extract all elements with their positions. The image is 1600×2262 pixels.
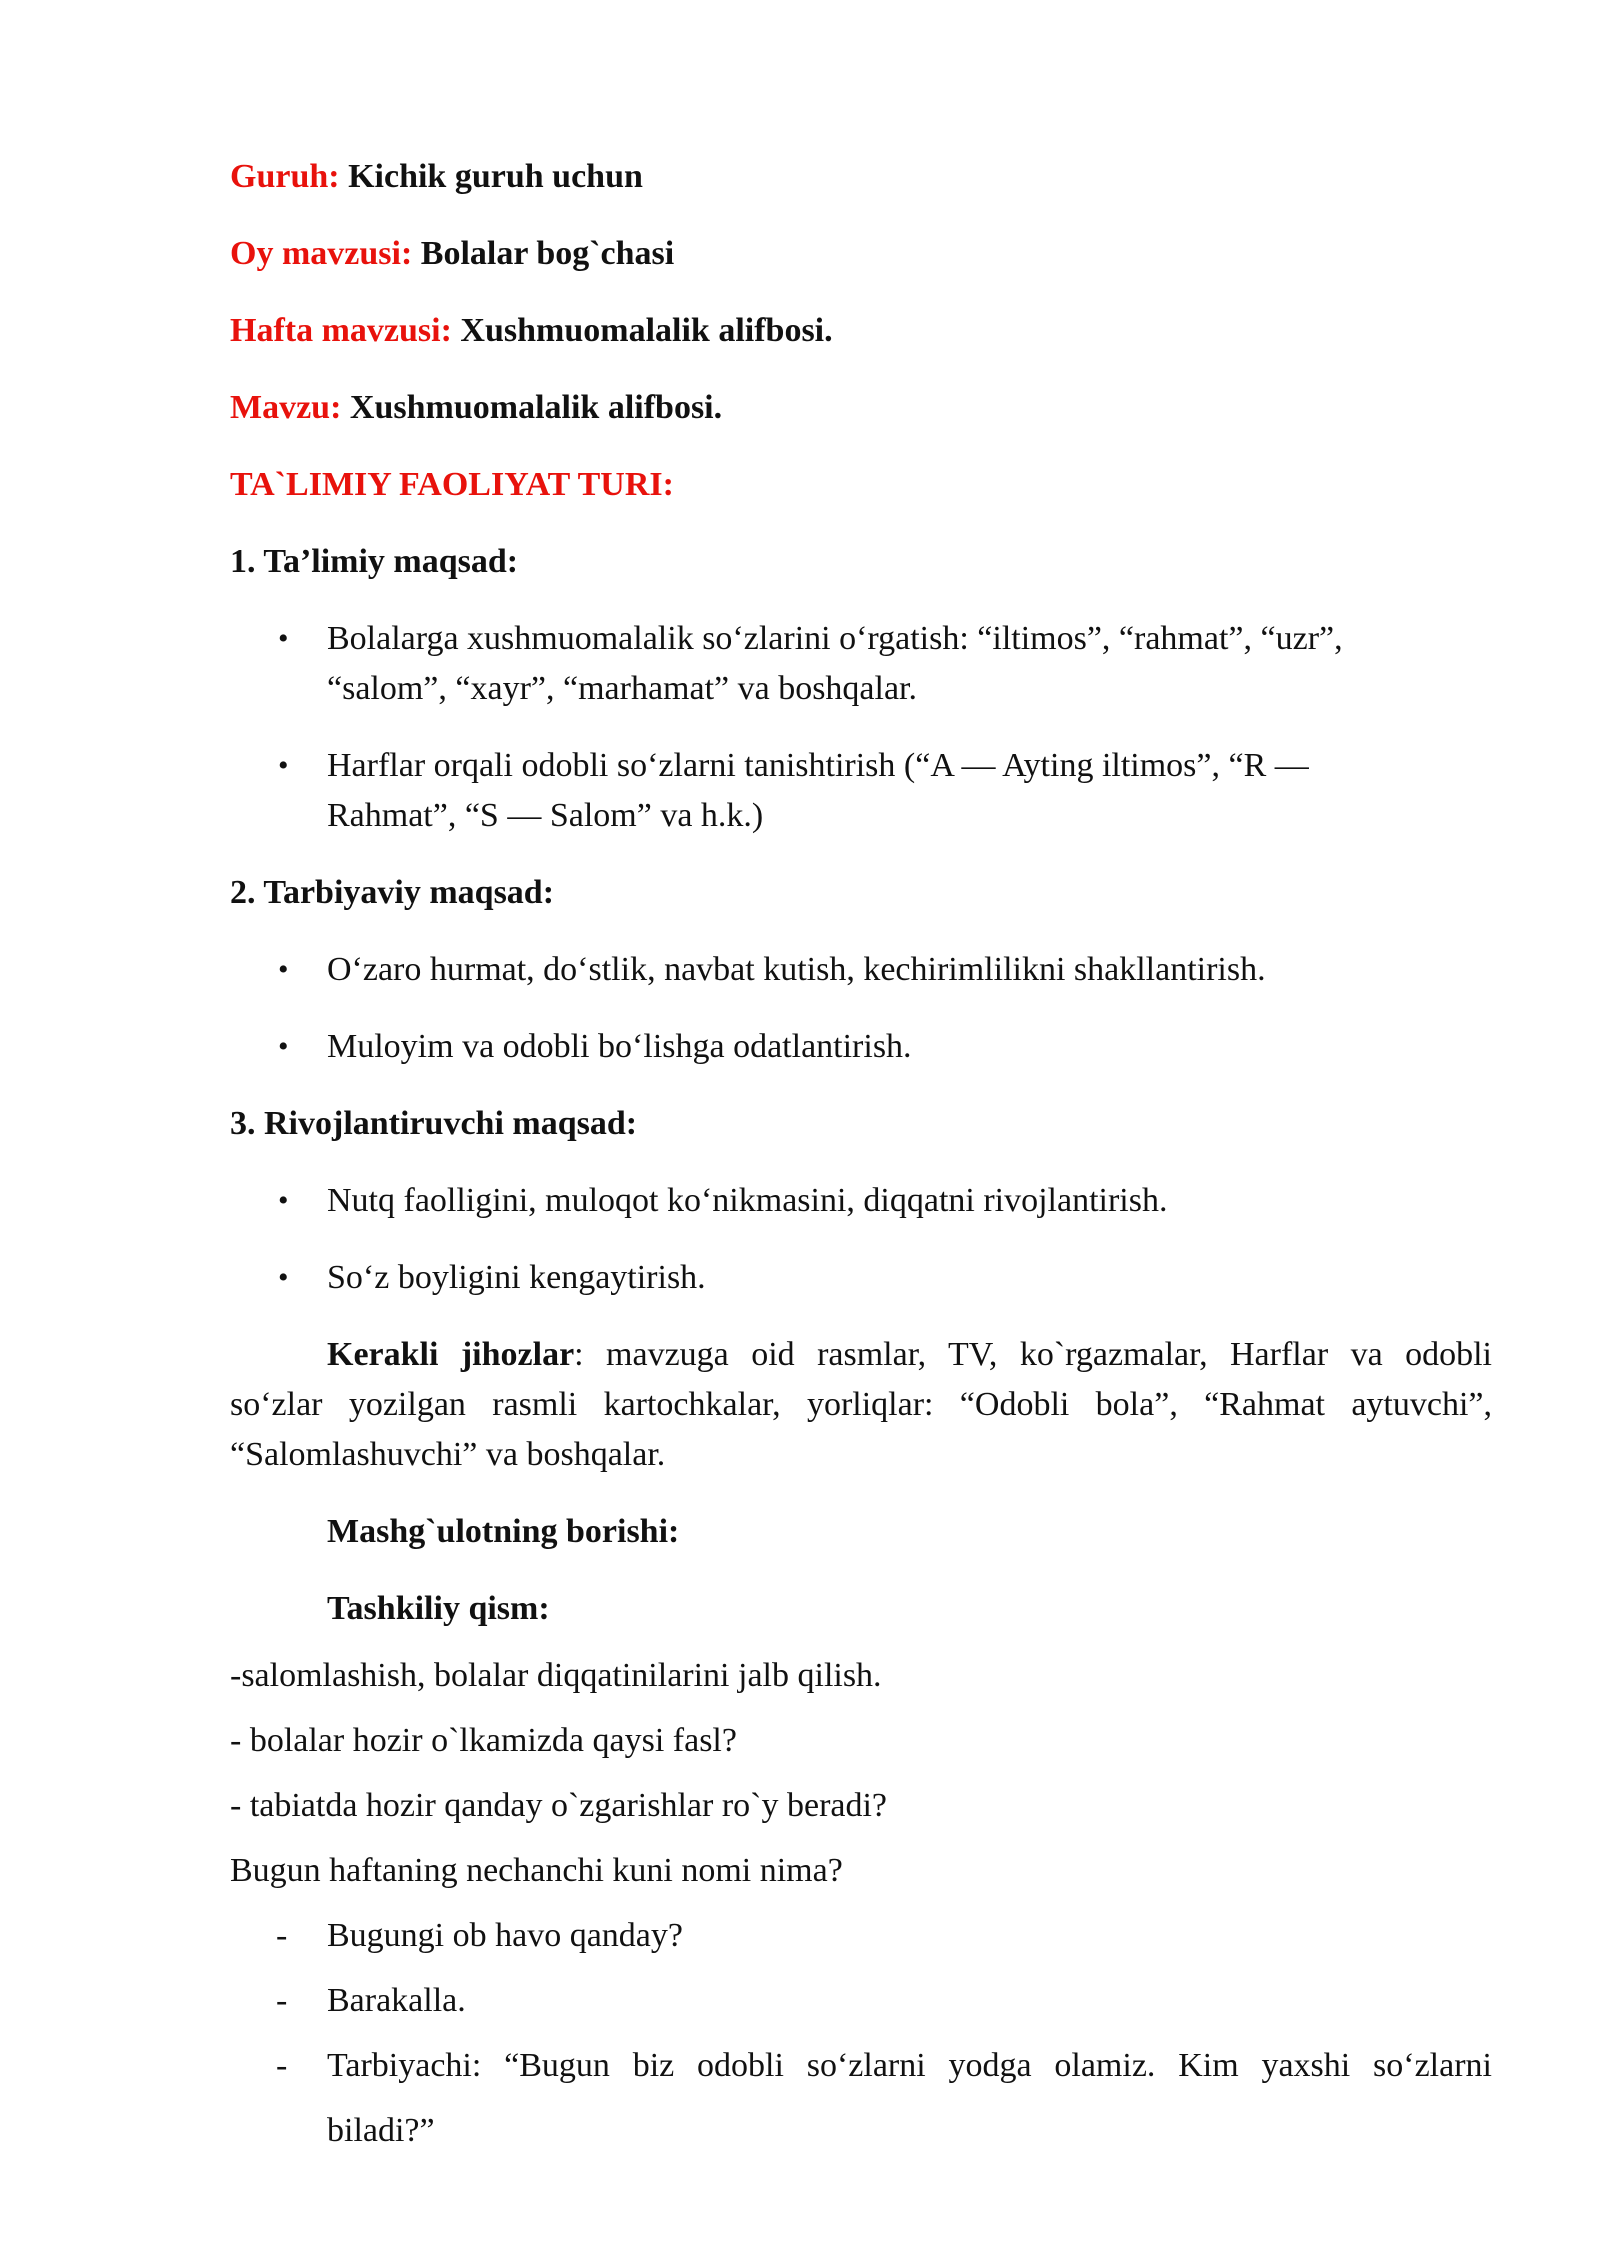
oy-mavzusi-value: Bolalar bog`chasi xyxy=(420,235,675,272)
mavzu-label: Mavzu: xyxy=(230,389,342,426)
dash-item-line: Tarbiyachi: “Bugun biz odobli so‘zlarni yodga olamiz. Kim yaxshi so‘zlarni xyxy=(327,2047,1492,2084)
list-item-line: Rahmat”, “S — Salom” va h.k.) xyxy=(327,797,764,834)
bullet-icon: • xyxy=(278,1030,289,1063)
jihozlar-line: “Salomlashuvchi” va boshqalar. xyxy=(230,1436,666,1473)
bullet-icon: • xyxy=(278,953,289,986)
bullet-icon: • xyxy=(278,622,289,655)
jihozlar-line xyxy=(230,1330,1492,1380)
dash-marker: - xyxy=(276,1917,288,1954)
list-item-line: Nutq faolligini, muloqot ko‘nikmasini, diqqatni rivojlantirish. xyxy=(327,1182,1168,1219)
dash-marker: - xyxy=(276,2047,288,2084)
jihozlar-label: Kerakli jihozlar xyxy=(327,1336,575,1373)
bullet-icon: • xyxy=(278,1261,289,1294)
section-heading-tarbiyaviy: 2. Tarbiyaviy maqsad: xyxy=(230,874,555,911)
guruh-label: Guruh: xyxy=(230,158,340,195)
dash-item: Barakalla. xyxy=(327,1982,466,2019)
faoliyat-turi-title: TA`LIMIY FAOLIYAT TURI: xyxy=(230,466,674,503)
mavzu-line xyxy=(230,383,722,433)
list-item-line: “salom”, “xayr”, “marhamat” va boshqalar. xyxy=(327,670,918,707)
text-line: - tabiatda hozir qanday o`zgarishlar ro`y beradi? xyxy=(230,1787,888,1824)
tashkiliy-qism-title: Tashkiliy qism: xyxy=(327,1590,550,1627)
jihozlar-text: : mavzuga oid rasmlar, TV, ko`rgazmalar, Harflar va odobli xyxy=(574,1336,1492,1373)
hafta-mavzusi-line xyxy=(230,306,833,356)
bullet-icon: • xyxy=(278,749,289,782)
bullet-icon: • xyxy=(278,1184,289,1217)
hafta-mavzusi-label: Hafta mavzusi: xyxy=(230,312,452,349)
oy-mavzusi-line xyxy=(230,229,674,279)
text-line: - bolalar hozir o`lkamizda qaysi fasl? xyxy=(230,1722,737,1759)
mashgulot-borishi-title: Mashg`ulotning borishi: xyxy=(327,1513,680,1550)
text-line: Bugun haftaning nechanchi kuni nomi nima? xyxy=(230,1852,843,1889)
list-item-line: O‘zaro hurmat, do‘stlik, navbat kutish, kechirimlilikni shakllantirish. xyxy=(327,951,1266,988)
section-heading-talimiy: 1. Ta’limiy maqsad: xyxy=(230,543,519,580)
list-item-line: So‘z boyligini kengaytirish. xyxy=(327,1259,706,1296)
dash-marker: - xyxy=(276,1982,288,2019)
guruh-line xyxy=(230,152,643,202)
hafta-mavzusi-value: Xushmuomalalik alifbosi. xyxy=(460,312,833,349)
list-item-line: Harflar orqali odobli so‘zlarni tanishtirish (“A — Ayting iltimos”, “R — xyxy=(327,747,1309,784)
mavzu-value: Xushmuomalalik alifbosi. xyxy=(349,389,723,426)
section-heading-rivojlantiruvchi: 3. Rivojlantiruvchi maqsad: xyxy=(230,1105,638,1142)
oy-mavzusi-label: Oy mavzusi: xyxy=(230,235,413,272)
dash-item xyxy=(327,2041,1492,2091)
list-item-line: Muloyim va odobli bo‘lishga odatlantirish. xyxy=(327,1028,912,1065)
guruh-value: Kichik guruh uchun xyxy=(348,158,643,195)
jihozlar-line: so‘zlar yozilgan rasmli kartochkalar, yorliqlar: “Odobli bola”, “Rahmat aytuvchi”, xyxy=(230,1386,1492,1423)
list-item-line: Bolalarga xushmuomalalik so‘zlarini o‘rgatish: “iltimos”, “rahmat”, “uzr”, xyxy=(327,620,1343,657)
text-line: -salomlashish, bolalar diqqatinilarini jalb qilish. xyxy=(230,1657,882,1694)
dash-item: Bugungi ob havo qanday? xyxy=(327,1917,683,1954)
dash-item-line: biladi?” xyxy=(327,2112,435,2149)
jihozlar-paragraph xyxy=(230,1330,1492,1480)
